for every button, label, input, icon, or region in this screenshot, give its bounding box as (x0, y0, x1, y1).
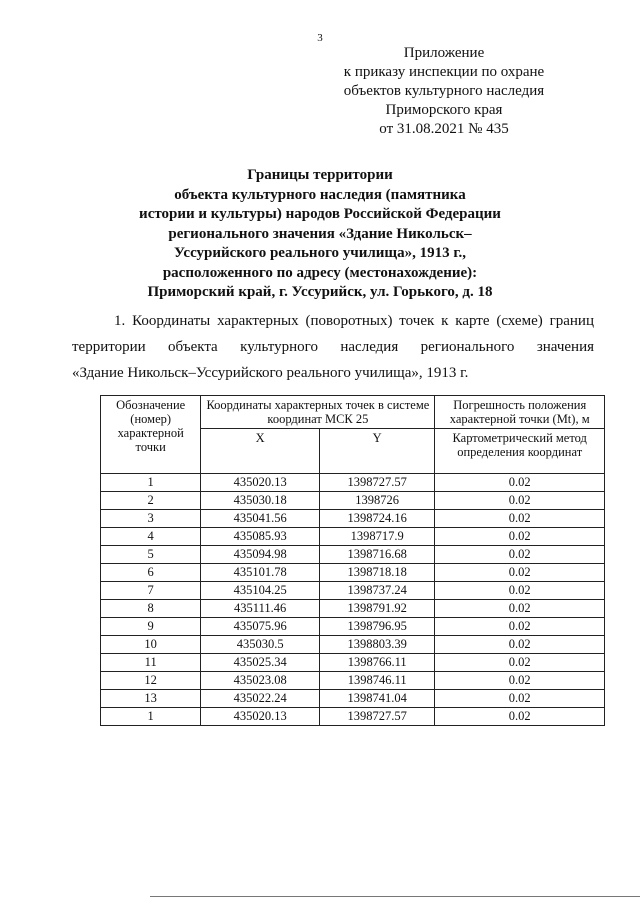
title-line: Границы территории (247, 167, 393, 183)
header-accuracy: Погрешность положения характерной точки (Mt), м (435, 396, 605, 429)
cell-x: 435094.98 (201, 546, 320, 564)
cell-x: 435041.56 (201, 510, 320, 528)
header-x: X (201, 429, 320, 474)
cell-accuracy: 0.02 (435, 474, 605, 492)
cell-point-id: 11 (101, 654, 201, 672)
cell-accuracy: 0.02 (435, 510, 605, 528)
title-line: расположенного по адресу (местонахождение): (162, 264, 478, 281)
cell-x: 435030.5 (201, 636, 320, 654)
table-row (101, 474, 605, 492)
cell-accuracy: 0.02 (435, 582, 605, 600)
cell-point-id: 10 (101, 636, 201, 654)
cell-y: 1398716.68 (319, 546, 434, 564)
cell-x: 435075.96 (201, 618, 320, 636)
appendix-line: объектов культурного наследия (343, 83, 545, 99)
paragraph-line: 1. Координаты характерных (поворотных) точек к карте (схеме) границ (114, 313, 594, 329)
cell-accuracy: 0.02 (435, 672, 605, 690)
cell-y: 1398803.39 (319, 636, 434, 654)
cell-x: 435020.13 (201, 708, 320, 726)
appendix-line: Приморского края (385, 102, 503, 118)
coordinates-table (100, 395, 605, 726)
cell-y: 1398766.11 (319, 654, 434, 672)
cell-y: 1398727.57 (319, 708, 434, 726)
cell-y: 1398741.04 (319, 690, 434, 708)
cell-point-id: 13 (101, 690, 201, 708)
cell-y: 1398796.95 (319, 618, 434, 636)
paragraph-line: территории объекта культурного наследия регионального значения (72, 339, 594, 355)
cell-y: 1398717.9 (319, 528, 434, 546)
table-row (101, 618, 605, 636)
cell-accuracy: 0.02 (435, 690, 605, 708)
cell-point-id: 1 (101, 708, 201, 726)
title-line: Уссурийского реального училища», 1913 г., (174, 245, 466, 261)
title-line: Приморский край, г. Уссурийск, ул. Горького, д. 18 (147, 284, 493, 300)
cell-point-id: 3 (101, 510, 201, 528)
header-y: Y (319, 429, 434, 474)
cell-x: 435022.24 (201, 690, 320, 708)
appendix-line: от 31.08.2021 № 435 (379, 121, 509, 137)
cell-point-id: 5 (101, 546, 201, 564)
cell-x: 435023.08 (201, 672, 320, 690)
cell-point-id: 4 (101, 528, 201, 546)
cell-accuracy: 0.02 (435, 564, 605, 582)
cell-point-id: 8 (101, 600, 201, 618)
cell-y: 1398718.18 (319, 564, 434, 582)
cell-accuracy: 0.02 (435, 618, 605, 636)
cell-x: 435085.93 (201, 528, 320, 546)
table-row (101, 600, 605, 618)
table-row (101, 564, 605, 582)
cell-point-id: 2 (101, 492, 201, 510)
title-line: объекта культурного наследия (памятника (174, 186, 466, 203)
cell-y: 1398724.16 (319, 510, 434, 528)
header-coords: Координаты характерных точек в системе координат МСК 25 (201, 396, 435, 429)
table-row (101, 492, 605, 510)
table-row (101, 690, 605, 708)
appendix-line: к приказу инспекции по охране (343, 64, 545, 80)
title-line: регионального значения «Здание Никольск– (168, 225, 472, 242)
cell-point-id: 7 (101, 582, 201, 600)
table-row (101, 636, 605, 654)
appendix-header (324, 44, 564, 139)
cell-accuracy: 0.02 (435, 546, 605, 564)
table-row (101, 582, 605, 600)
intro-paragraph (72, 308, 594, 386)
appendix-line: Приложение (403, 45, 485, 61)
title-line: истории и культуры) народов Российской Федерации (139, 206, 501, 222)
table-row (101, 546, 605, 564)
document-title (110, 166, 530, 303)
paragraph-line: «Здание Никольск–Уссурийского реального училища», 1913 г. (72, 365, 469, 381)
table-body (101, 474, 605, 726)
cell-point-id: 12 (101, 672, 201, 690)
cell-y: 1398726 (319, 492, 434, 510)
cell-accuracy: 0.02 (435, 654, 605, 672)
table-row (101, 708, 605, 726)
cell-x: 435020.13 (201, 474, 320, 492)
cell-y: 1398737.24 (319, 582, 434, 600)
cell-x: 435101.78 (201, 564, 320, 582)
cell-point-id: 6 (101, 564, 201, 582)
cell-accuracy: 0.02 (435, 528, 605, 546)
page-number: 3 (317, 32, 323, 44)
bottom-rule (150, 896, 640, 897)
cell-point-id: 9 (101, 618, 201, 636)
cell-y: 1398727.57 (319, 474, 434, 492)
cell-accuracy: 0.02 (435, 708, 605, 726)
cell-x: 435030.18 (201, 492, 320, 510)
cell-x: 435025.34 (201, 654, 320, 672)
cell-y: 1398746.11 (319, 672, 434, 690)
header-method: Картометрический метод определения координат (435, 429, 605, 474)
cell-y: 1398791.92 (319, 600, 434, 618)
cell-accuracy: 0.02 (435, 636, 605, 654)
header-point-id: Обозначение (номер) характерной точки (101, 396, 201, 474)
table-row (101, 528, 605, 546)
table-row (101, 672, 605, 690)
cell-x: 435104.25 (201, 582, 320, 600)
cell-accuracy: 0.02 (435, 600, 605, 618)
cell-accuracy: 0.02 (435, 492, 605, 510)
cell-point-id: 1 (101, 474, 201, 492)
table-row (101, 510, 605, 528)
cell-x: 435111.46 (201, 600, 320, 618)
table-row (101, 654, 605, 672)
